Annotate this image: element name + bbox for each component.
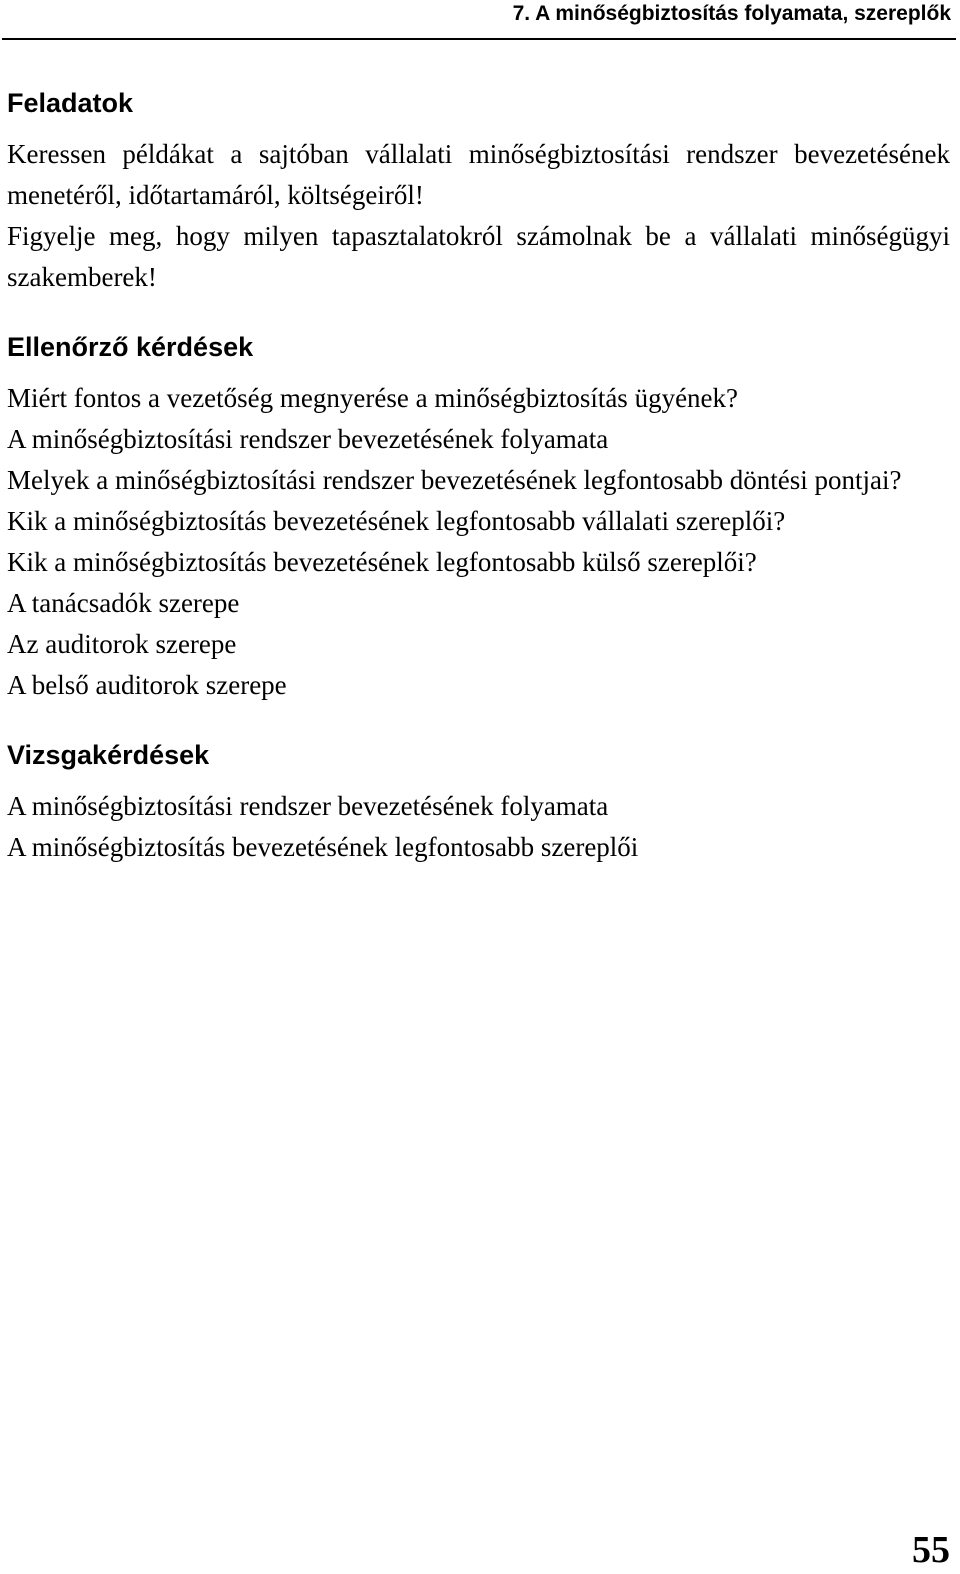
exam-questions-heading: Vizsgakérdések — [7, 740, 210, 770]
tasks-section — [7, 84, 950, 298]
exam-questions-section — [7, 736, 950, 868]
review-question: A tanácsadók szerepe — [7, 588, 240, 618]
review-question: Kik a minőségbiztosítás bevezetésének legfontosabb vállalati szereplői? — [7, 506, 786, 536]
exam-question: A minőségbiztosítási rendszer bevezetésének folyamata — [7, 791, 609, 821]
header-divider — [2, 38, 956, 40]
task-paragraph: Keressen példákat a sajtóban vállalati minőségbiztosítási rendszer bevezetésének menetéről, időtartamáról, költségeiről! — [7, 139, 950, 210]
review-question: A belső auditorok szerepe — [7, 670, 287, 700]
review-questions-section — [7, 328, 950, 706]
review-question: Az auditorok szerepe — [7, 629, 237, 659]
page-number: 55 — [912, 1529, 950, 1571]
exam-question: A minőségbiztosítás bevezetésének legfontosabb szereplői — [7, 832, 639, 862]
review-question: Miért fontos a vezetőség megnyerése a minőségbiztosítás ügyének? — [7, 383, 739, 413]
review-question: A minőségbiztosítási rendszer bevezetésének folyamata — [7, 424, 609, 454]
tasks-heading: Feladatok — [7, 88, 134, 118]
running-head-title: 7. A minőségbiztosítás folyamata, szereplők — [512, 2, 951, 25]
task-paragraph: Figyelje meg, hogy milyen tapasztalatokról számolnak be a vállalati minőségügyi szakemberek! — [7, 221, 950, 292]
review-questions-heading: Ellenőrző kérdések — [7, 332, 254, 362]
page-content — [7, 84, 950, 868]
review-question: Melyek a minőségbiztosítási rendszer bevezetésének legfontosabb döntési pontjai? — [7, 465, 902, 495]
review-question: Kik a minőségbiztosítás bevezetésének legfontosabb külső szereplői? — [7, 547, 757, 577]
